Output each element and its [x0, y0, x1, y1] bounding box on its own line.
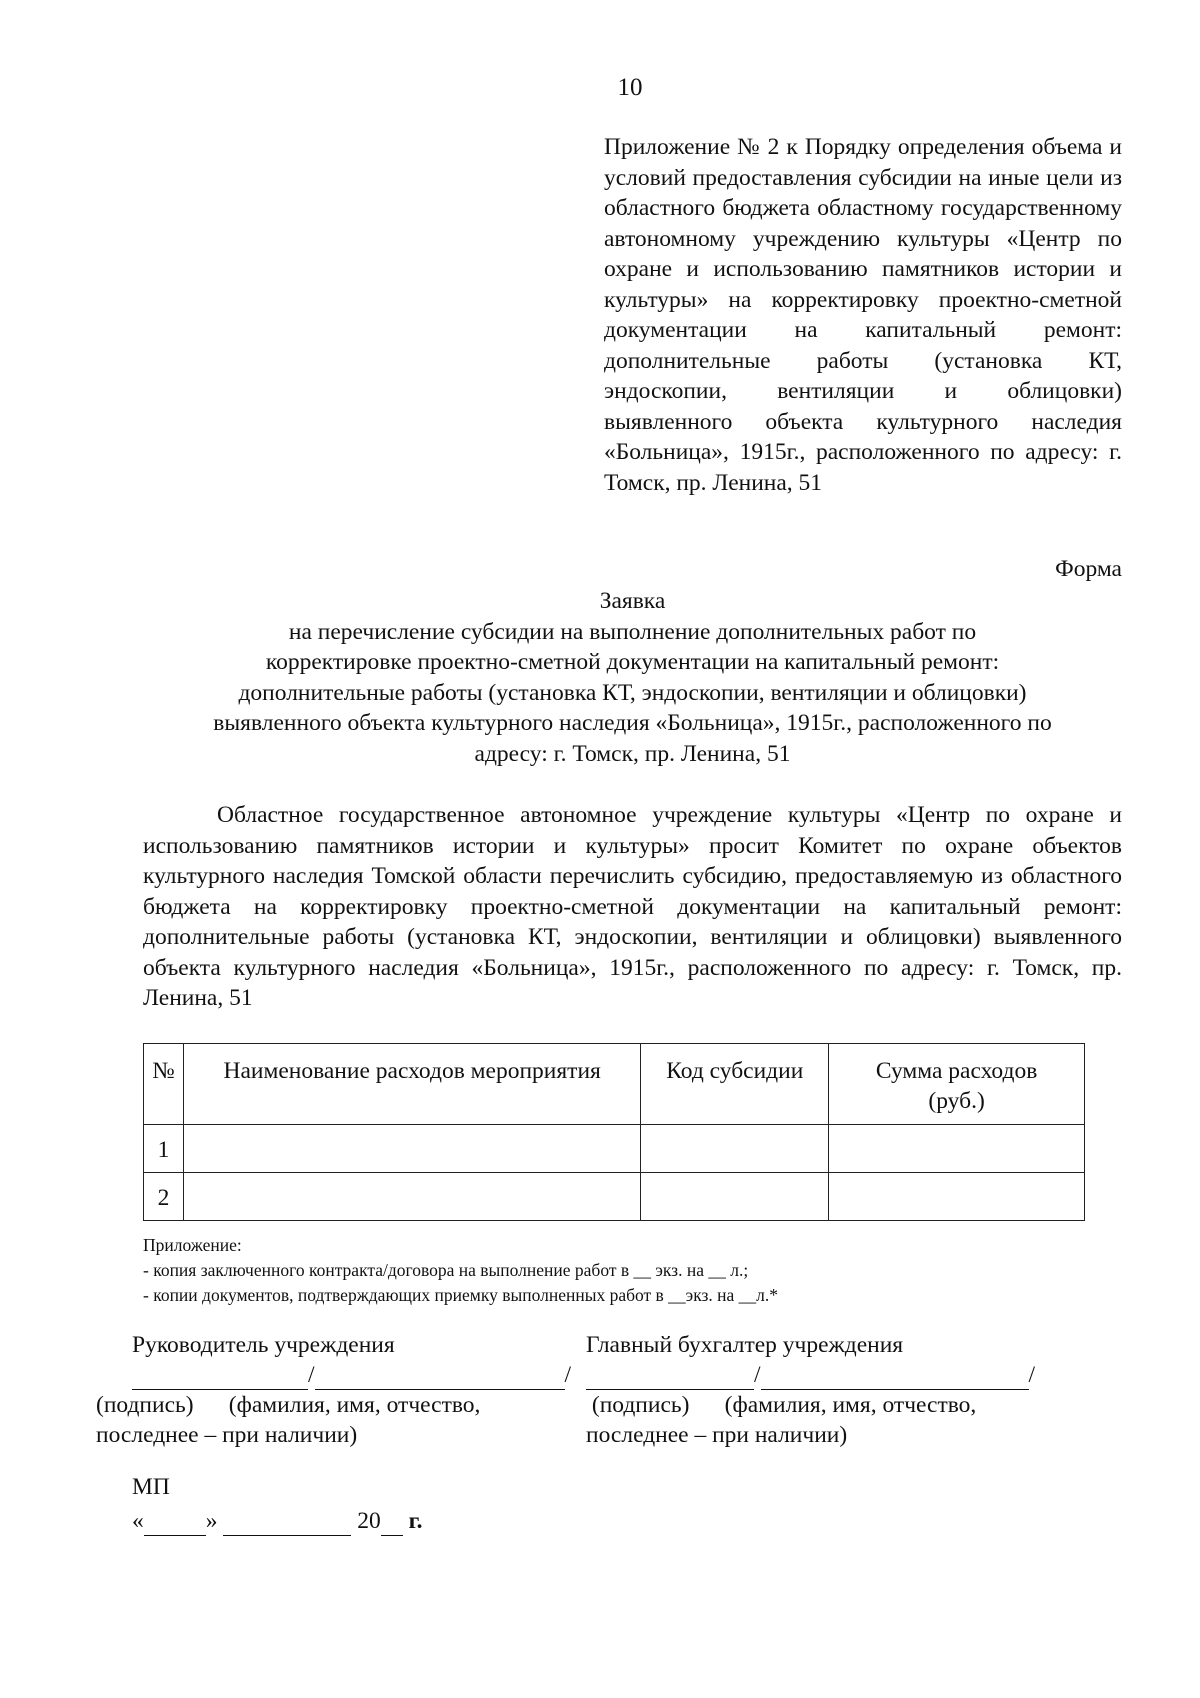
page-number: 10 — [617, 74, 643, 101]
title-line: на перечисление субсидии на выполнение дополнительных работ по — [288, 618, 977, 645]
amount-cell[interactable] — [829, 1173, 1085, 1221]
signature-accountant — [586, 1330, 1035, 1450]
attachments-title: Приложение: — [143, 1235, 242, 1255]
title-line: адресу: г. Томск, пр. Ленина, 51 — [474, 740, 791, 767]
col-header-amount: Сумма расходов (руб.) — [829, 1044, 1085, 1125]
expense-name-cell[interactable] — [183, 1125, 640, 1173]
title-heading: Заявка — [599, 588, 666, 614]
form-label: Форма — [1055, 556, 1122, 582]
title-line: корректировке проектно-сметной документации на капитальный ремонт: — [265, 649, 1000, 675]
stamp-label: МП — [132, 1474, 170, 1500]
table-row — [144, 1125, 1085, 1173]
row-number: 1 — [144, 1125, 184, 1173]
title-line: выявленного объекта культурного наследия «Больница», 1915г., расположенного по — [213, 710, 1052, 736]
attachment-item: - копия заключенного контракта/договора на выполнение работ в __ экз. на __ л.; — [143, 1260, 749, 1280]
date-open-quote: « — [132, 1508, 144, 1534]
attachment-item: - копии документов, подтверждающих приемку выполненных работ в __экз. на __л.* — [143, 1285, 778, 1305]
table-header-row — [144, 1044, 1085, 1125]
attachments-list — [143, 1233, 778, 1308]
col-header-expense-name: Наименование расходов мероприятия — [183, 1044, 640, 1125]
accountant-role: Главный бухгалтер учреждения — [586, 1332, 904, 1358]
director-signature-line[interactable]: / / — [132, 1360, 571, 1384]
date-year-suffix: г. — [402, 1508, 423, 1534]
date-year-prefix: 20 — [357, 1508, 381, 1534]
subsidy-code-cell[interactable] — [641, 1173, 829, 1221]
accountant-caption-2: последнее – при наличии) — [586, 1422, 848, 1448]
director-caption-1: (подпись) (фамилия, имя, отчество, — [96, 1392, 481, 1418]
subsidy-code-cell[interactable] — [641, 1125, 829, 1173]
col-header-number: № — [144, 1044, 184, 1125]
stamp-and-date — [132, 1472, 423, 1536]
director-role: Руководитель учреждения — [132, 1332, 395, 1358]
signature-director — [96, 1330, 571, 1450]
expense-name-cell[interactable] — [183, 1173, 640, 1221]
director-caption-2: последнее – при наличии) — [96, 1422, 358, 1448]
accountant-signature-line[interactable]: / / — [586, 1360, 1035, 1384]
expenses-table — [143, 1043, 1085, 1221]
date-line[interactable] — [132, 1506, 423, 1536]
appendix-note: Приложение № 2 к Порядку определения объема и условий предоставления субсидии на иные цели из областного бюджета областному государственному автономному учреждению культуры «Центр по охране и использованию памятников истории и культуры» на корректировку проектно-сметной документации на капитальный ремонт: дополнительные работы (установка КТ, эндоскопии, вентиляции и облицовки) выявленного объекта культурного наследия «Больница», 1915г., расположенного по адресу: г. Томск, пр. Ленина, 51 — [604, 134, 1122, 496]
table-row — [144, 1173, 1085, 1221]
row-number: 2 — [144, 1173, 184, 1221]
col-header-subsidy-code: Код субсидии — [641, 1044, 829, 1125]
amount-cell[interactable] — [829, 1125, 1085, 1173]
accountant-caption-1: (подпись) (фамилия, имя, отчество, — [586, 1392, 977, 1418]
title-line: дополнительные работы (установка КТ, эндоскопии, вентиляции и облицовки) — [238, 679, 1027, 706]
request-body-text: Областное государственное автономное учреждение культуры «Центр по охране и использованию памятников истории и культуры» просит Комитет по охране объектов культурного наследия Томской области перечислить субсидию, предоставляемую из областного бюджета на корректировку проектно-сметной документации на капитальный ремонт: дополнительные работы (установка КТ, эндоскопии, вентиляции и облицовки) выявленного объекта культурного наследия «Больница», 1915г., расположенного по адресу: г. Томск, пр. Ленина, 51 — [143, 802, 1122, 1011]
document-title — [140, 586, 1125, 769]
date-close-quote: » — [205, 1508, 218, 1534]
